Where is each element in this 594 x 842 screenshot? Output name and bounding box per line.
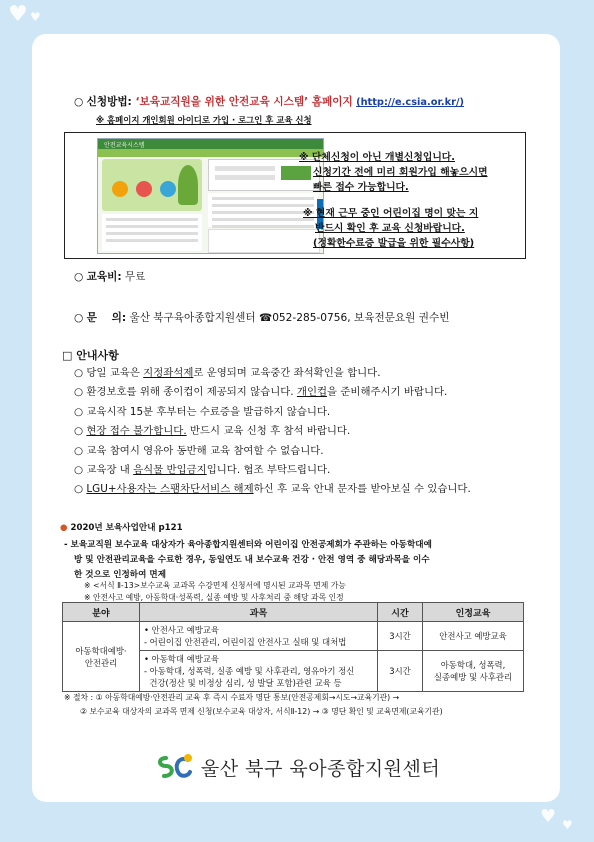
homepage-screenshot xyxy=(97,138,324,254)
fee-value: 무료 xyxy=(121,271,146,283)
apply-label: 신청방법: xyxy=(86,96,136,108)
system-name: ‘보육교직원을 위한 안전교육 시스템’ 홈페이지 xyxy=(135,96,353,108)
guide-para-1: - 보육교직원 보수교육 대상자가 육아종합지원센터와 어린이집 안전공제회가 주관하는 아동학대예 xyxy=(64,540,432,550)
box-note-4: ※ 현재 근무 중인 어린이집 명이 맞는 지 xyxy=(303,208,479,219)
center-name: 울산 북구 육아종합지원센터 xyxy=(200,757,441,780)
box-note-2: 신청기간 전에 미리 회원가입 해놓으시면 xyxy=(313,167,488,178)
notice-heading: □ 안내사항 xyxy=(62,349,119,362)
notice-item: ○ 교육시작 15분 후부터는 수료증을 발급하지 않습니다. xyxy=(74,405,331,418)
screenshot-caption: 안전교육시스템 xyxy=(104,142,145,149)
apply-info-box xyxy=(64,132,526,259)
notice-item: ○ 당일 교육은 지정좌석제로 운영되며 교육중간 좌석확인을 합니다. xyxy=(74,367,381,379)
notice-item: ○ 교육장 내 음식물 반입금지입니다. 협조 부탁드립니다. xyxy=(74,464,331,476)
guide-note-1: ※ <서식 Ⅱ-13>보수교육 교과목 수강면제 신청서에 명시된 교과목 면제 가능 xyxy=(84,581,346,590)
heart-decoration-icon: ♥ xyxy=(8,2,28,27)
guide-para-2: 방 및 안전관리교육을 수료한 경우, 동일연도 내 보수교육 건강 · 안전 영역 중 해당과목을 이수 xyxy=(74,555,430,565)
heart-decoration-icon: ♥ xyxy=(540,806,557,827)
notice-item: ○ 교육 참여시 영유아 동반해 교육 참여할 수 없습니다. xyxy=(74,444,324,457)
guide-note-2: ※ 안전사고 예방, 아동학대·성폭력, 실종 예방 및 사후처리 중 해당 과목 인정 xyxy=(84,593,344,602)
table-header: 과목 xyxy=(140,603,378,622)
box-note-5: 반드시 확인 후 교육 신청바랍니다. xyxy=(315,223,465,234)
field-cell: 아동학대예방· 안전관리 xyxy=(63,622,140,692)
fee-label: 교육비: xyxy=(86,271,122,283)
heart-decoration-icon: ♥ xyxy=(562,818,573,832)
notice-item: ○ 현장 접수 불가합니다. 반드시 교육 신청 후 참석 바랍니다. xyxy=(74,425,351,438)
center-logo-icon xyxy=(154,752,196,782)
table-header: 인정교육 xyxy=(423,603,524,622)
fee-line: ○ 교육비: 무료 xyxy=(74,271,146,283)
table-row xyxy=(63,622,524,651)
box-note-1: ※ 단체신청이 아닌 개별신청입니다. xyxy=(299,152,455,163)
procedure-line-1: ※ 절차 : ① 아동학대예방·안전관리 교육 후 즉시 수료자 명단 통보(안전공제회→시도→교육기관) → xyxy=(64,693,400,702)
system-url-link[interactable]: (http://e.csia.or.kr/) xyxy=(356,97,464,108)
contact-line: ○ 문 의: 울산 북구육아종합지원센터 ☎052-285-0756, 보육전문요원 권수빈 xyxy=(74,312,450,324)
recognized-cell: 아동학대, 성폭력, 실종예방 및 사후관리 xyxy=(423,651,524,692)
time-cell: 3시간 xyxy=(378,622,423,651)
table-header: 분야 xyxy=(63,603,140,622)
box-note-6: (정확한수료증 발급을 위한 필수사항) xyxy=(313,238,475,249)
guide-title: ● 2020년 보육사업안내 p121 xyxy=(60,523,183,533)
box-note-3: 빠른 접수 가능합니다. xyxy=(313,182,409,193)
apply-note: ※ 홈페이지 개인회원 아이디로 가입 · 로그인 후 교육 신청 xyxy=(96,115,312,125)
guide-para-3: 한 것으로 인정하여 면제 xyxy=(74,570,166,580)
footer xyxy=(0,752,594,782)
procedure-line-2: ② 보수교육 대상자의 교과목 면제 신청(보수교육 대상자, 서식Ⅱ-12) → ③ 명단 확인 및 교육면제(교육기관) xyxy=(80,707,443,716)
apply-method-line: ○ 신청방법: ‘보육교직원을 위한 안전교육 시스템’ 홈페이지 (http://e.csia.or.kr/) xyxy=(74,96,464,108)
table-header: 시간 xyxy=(378,603,423,622)
heart-decoration-icon: ♥ xyxy=(30,10,41,24)
notice-item: ○ LGU+사용자는 스팸차단서비스 해제하신 후 교육 안내 문자를 받아보실 수 있습니다. xyxy=(74,483,471,496)
contact-value: 울산 북구육아종합지원센터 ☎052-285-0756, 보육전문요원 권수빈 xyxy=(126,312,450,324)
exemption-table xyxy=(62,602,524,692)
subject-cell: • 안전사고 예방교육 - 어린이집 안전관리, 어린이집 안전사고 실태 및 대처법 xyxy=(140,622,378,651)
recognized-cell: 안전사고 예방교육 xyxy=(423,622,524,651)
table-header-row xyxy=(63,603,524,622)
notice-item: ○ 환경보호를 위해 종이컵이 제공되지 않습니다. 개인컵을 준비해주시기 바랍니다. xyxy=(74,386,448,399)
subject-cell: • 아동학대 예방교육 - 아동학대, 성폭력, 실종 예방 및 사후관리, 영유아기 정신 건강(정산 및 비정상 심리, 성 발달 포함)관련 교육 등 xyxy=(140,651,378,692)
time-cell: 3시간 xyxy=(378,651,423,692)
contact-label: 문 의: xyxy=(86,312,127,324)
